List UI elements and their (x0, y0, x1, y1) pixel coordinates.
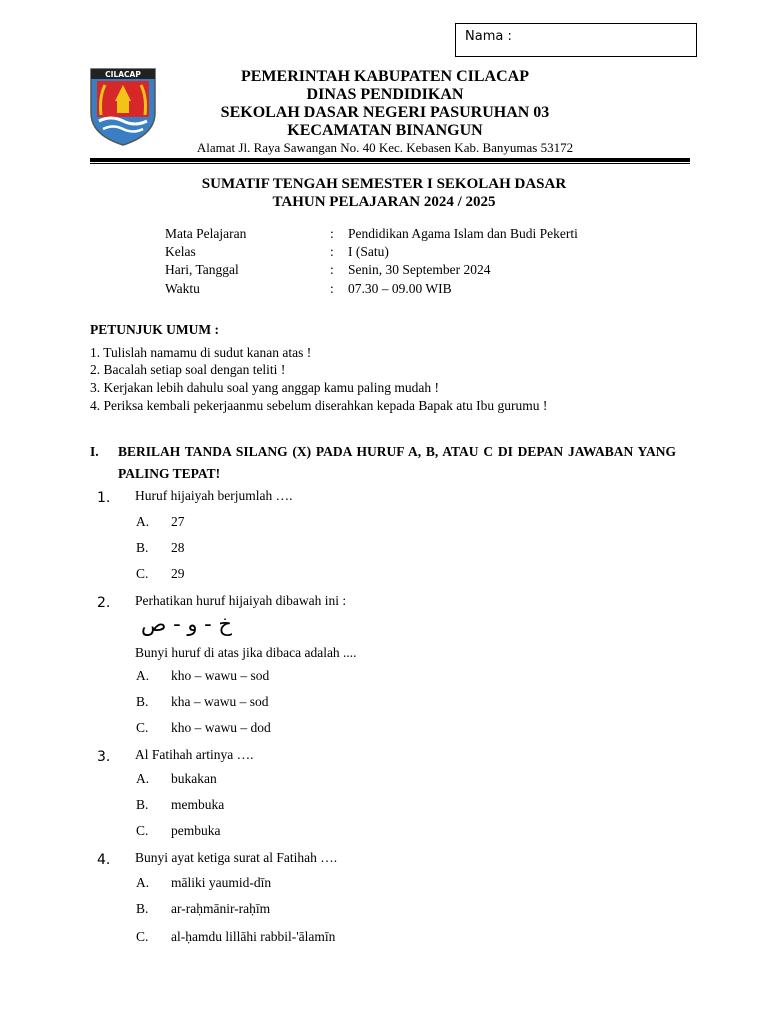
option-letter: A. (136, 514, 150, 529)
question-text: Perhatikan huruf hijaiyah dibawah ini : (135, 593, 347, 608)
question-number: 3. (97, 749, 111, 765)
question-text: Huruf hijaiyah berjumlah …. (135, 488, 293, 503)
header-address: Alamat Jl. Raya Sawangan No. 40 Kec. Kebasen Kab. Banyumas 53172 (196, 140, 574, 155)
header-line-2: DINAS PENDIDIKAN (306, 86, 464, 103)
info-value: Pendidikan Agama Islam dan Budi Pekerti (348, 226, 578, 241)
question-prompt: Bunyi huruf di atas jika dibaca adalah .... (135, 645, 357, 660)
header-line-4: KECAMATAN BINANGUN (287, 122, 483, 139)
option-letter: B. (136, 694, 149, 709)
header-line-3: SEKOLAH DASAR NEGERI PASURUHAN 03 (220, 104, 550, 121)
info-row (165, 281, 685, 298)
option-text: ar-raḥmānir-raḥīm (171, 901, 271, 916)
letterhead (160, 68, 610, 156)
info-label: Mata Pelajaran (165, 226, 247, 241)
question-text: Al Fatihah artinya …. (135, 747, 254, 762)
header-line-1: PEMERINTAH KABUPATEN CILACAP (240, 68, 529, 85)
option-text: kho – wawu – sod (171, 668, 270, 683)
option-text: pembuka (171, 823, 221, 838)
exam-title-2: TAHUN PELAJARAN 2024 / 2025 (272, 194, 496, 210)
option-text: al-ḥamdu lillāhi rabbil-'ālamīn (171, 929, 336, 944)
info-label: Hari, Tanggal (165, 262, 239, 277)
instructions-heading: PETUNJUK UMUM : (90, 322, 219, 337)
question-text: Bunyi ayat ketiga surat al Fatihah …. (135, 850, 338, 865)
info-value: I (Satu) (348, 244, 389, 259)
info-row (165, 262, 685, 279)
name-field[interactable] (455, 23, 697, 57)
instruction-item: 1. Tulislah namamu di sudut kanan atas ! (90, 345, 312, 360)
option-letter: C. (136, 566, 149, 581)
option-letter: C. (136, 720, 149, 735)
question-number: 4. (97, 852, 111, 868)
info-value: 07.30 – 09.00 WIB (348, 281, 452, 296)
option-letter: C. (136, 929, 149, 944)
question-number: 2. (97, 595, 111, 611)
section-number: I. (90, 444, 99, 459)
option-text: 28 (171, 540, 185, 555)
option-letter: B. (136, 797, 149, 812)
info-row (165, 226, 685, 243)
option-letter: A. (136, 875, 150, 890)
info-colon: : (330, 281, 334, 296)
instruction-item: 3. Kerjakan lebih dahulu soal yang anggap kamu paling mudah ! (90, 380, 440, 395)
option-letter: B. (136, 540, 149, 555)
instruction-item: 4. Periksa kembali pekerjaanmu sebelum diserahkan kepada Bapak atu Ibu gurumu ! (90, 398, 548, 413)
option-text: 27 (171, 514, 185, 529)
info-value: Senin, 30 September 2024 (348, 262, 491, 277)
info-label: Kelas (165, 244, 196, 259)
info-colon: : (330, 226, 334, 241)
option-text: kho – wawu – dod (171, 720, 271, 735)
instruction-item: 2. Bacalah setiap soal dengan teliti ! (90, 362, 286, 377)
option-text: 29 (171, 566, 185, 581)
option-letter: B. (136, 901, 149, 916)
logo-text: CILACAP (105, 70, 141, 79)
option-letter: A. (136, 771, 150, 786)
header-divider-thick (90, 158, 690, 162)
info-colon: : (330, 244, 334, 259)
cilacap-logo (89, 67, 157, 147)
option-text: bukakan (171, 771, 217, 786)
name-label: Nama : (465, 29, 512, 44)
header-divider-thin (90, 163, 690, 164)
option-letter: A. (136, 668, 150, 683)
info-row (165, 244, 685, 261)
option-text: kha – wawu – sod (171, 694, 269, 709)
option-text: membuka (171, 797, 225, 812)
info-label: Waktu (165, 281, 200, 296)
section-instruction: BERILAH TANDA SILANG (X) PADA HURUF A, B, ATAU C DI DEPAN JAWABAN YANG PALING TEPAT! (118, 444, 676, 481)
info-colon: : (330, 262, 334, 277)
option-letter: C. (136, 823, 149, 838)
exam-title-1: SUMATIF TENGAH SEMESTER I SEKOLAH DASAR (201, 176, 567, 192)
arabic-letters: خ - و - ص (141, 612, 232, 636)
question-number: 1. (97, 490, 111, 506)
option-text: māliki yaumid-dīn (171, 875, 272, 890)
